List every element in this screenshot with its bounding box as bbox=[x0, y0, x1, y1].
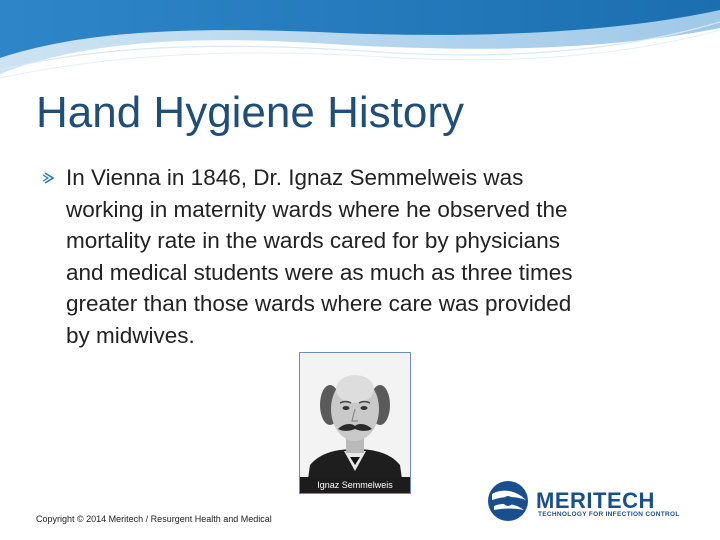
header-swoosh-decoration bbox=[0, 0, 720, 90]
copyright-footer: Copyright © 2014 Meritech / Resurgent Health and Medical bbox=[36, 514, 272, 524]
bullet-line: greater than those wards where care was provided bbox=[66, 291, 572, 316]
bullet-line: and medical students were as much as three times bbox=[66, 259, 573, 285]
bullet-line: In Vienna in 1846, Dr. Ignaz Semmelweis was bbox=[66, 165, 524, 190]
meritech-swirl-icon bbox=[486, 478, 534, 524]
logo-wordmark: MERITECH bbox=[536, 488, 655, 513]
meritech-logo bbox=[486, 478, 696, 524]
bullet-line: working in maternity wards where he observed the bbox=[66, 196, 568, 222]
bullet-paragraph bbox=[42, 162, 682, 351]
portrait-caption: Ignaz Semmelweis bbox=[317, 480, 393, 490]
bullet-line: mortality rate in the wards cared for by physicians bbox=[66, 228, 560, 253]
bullet-arrow-icon bbox=[42, 171, 56, 185]
logo-tagline: TECHNOLOGY FOR INFECTION CONTROL bbox=[538, 511, 680, 518]
bullet-line: by midwives. bbox=[66, 322, 195, 348]
slide-title: Hand Hygiene History bbox=[36, 88, 464, 137]
semmelweis-portrait bbox=[299, 352, 411, 494]
